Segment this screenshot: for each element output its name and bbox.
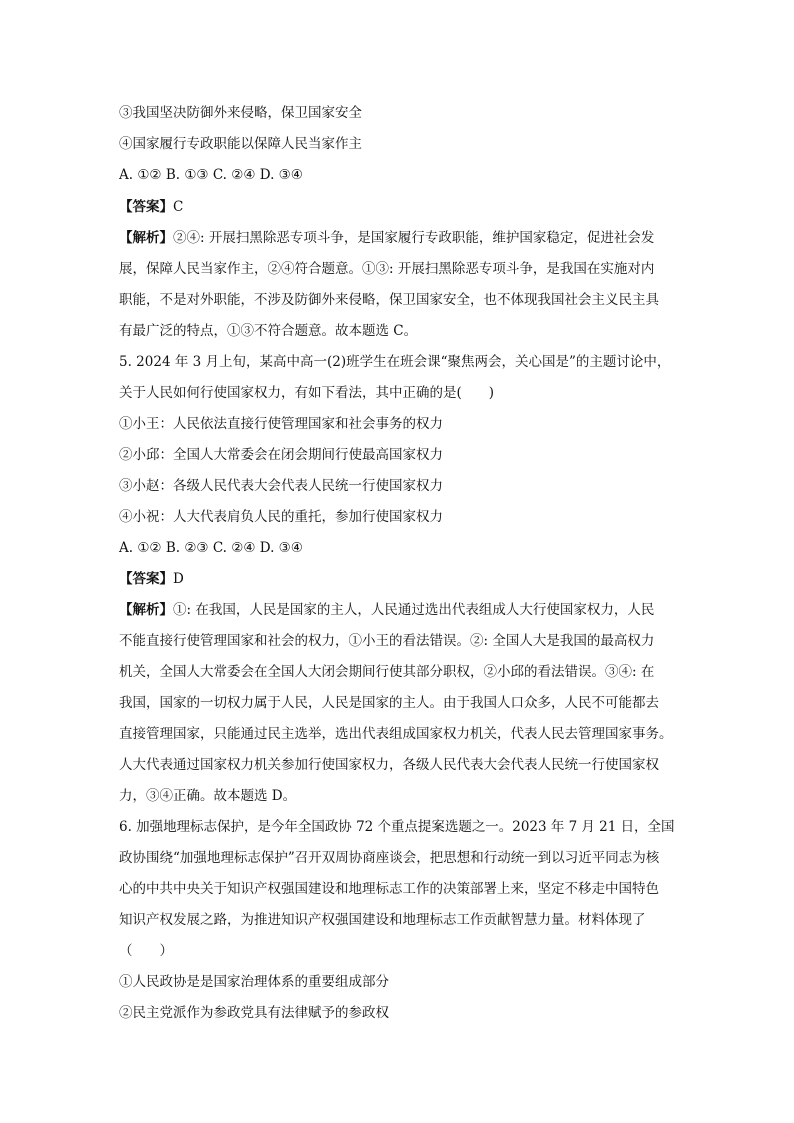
answer-label: 【答案】 — [119, 199, 173, 215]
analysis-text: ①: 在我国，人民是国家的主人，人民通过选出代表组成人大行使国家权力，人民 — [173, 602, 655, 618]
q6-stem-line: 心的中共中央关于知识产权强国建设和地理标志工作的决策部署上来，坚定不移走中国特色 — [119, 881, 659, 897]
q4-analysis-line: 展，保障人民当家作主，②④符合题意。①③: 开展扫黑除恶专项斗争，是我国在实施对内 — [119, 261, 655, 277]
q6-stem-line: 知识产权发展之路，为推进知识产权强国建设和地理标志工作贡献智慧力量。材料体现了 — [119, 912, 646, 928]
analysis-label: 【解析】 — [119, 230, 173, 246]
q5-option-2: ②小邱：全国人大常委会在闭会期间行使最高国家权力 — [119, 447, 443, 463]
q4-analysis-line: 职能，不是对外职能，不涉及防御外来侵略，保卫国家安全，也不体现我国社会主义民主具 — [119, 292, 659, 308]
answer-label: 【答案】 — [119, 571, 173, 587]
q4-analysis-line — [119, 228, 675, 248]
q5-analysis-line: 不能直接行使管理国家和社会的权力，①小王的看法错误。②: 全国人大是我国的最高权力 — [119, 633, 655, 649]
q5-analysis-line: 我国，国家的一切权力属于人民，人民是国家的主人。由于我国人口众多，人民不可能都去 — [119, 695, 659, 711]
q5-choices: A. ①② B. ②③ C. ②④ D. ③④ — [119, 540, 303, 556]
q6-stem-line: 政协围绕“加强地理标志保护”召开双周协商座谈会，把思想和行动统一到以习近平同志为核 — [119, 850, 660, 866]
q4-option-4: ④国家履行专政职能以保障人民当家作主 — [119, 136, 362, 152]
q5-analysis-line: 直接管理国家，只能通过民主选举，选出代表组成国家权力机关，代表人民去管理国家事务。 — [119, 726, 673, 742]
q5-option-1: ①小王：人民依法直接行使管理国家和社会事务的权力 — [119, 416, 443, 432]
answer-value: C — [173, 199, 184, 215]
q5-analysis-line: 力，③④正确。故本题选 D。 — [119, 788, 297, 804]
q4-choices: A. ①② B. ①③ C. ②④ D. ③④ — [119, 167, 303, 183]
answer-value: D — [173, 571, 184, 587]
q6-option-2: ②民主党派作为参政党具有法律赋予的参政权 — [119, 1005, 389, 1021]
q6-stem-line: 6. 加强地理标志保护，是今年全国政协 72 个重点提案选题之一。2023 年 7 月 21 日，全国 — [119, 819, 675, 835]
q5-stem-line: 关于人民如何行使国家权力，有如下看法，其中正确的是( ) — [119, 385, 495, 401]
q5-analysis-line — [119, 600, 675, 620]
q5-answer — [119, 569, 184, 589]
q5-analysis-line: 机关，全国人大常委会在全国人大闭会期间行使其部分职权，②小邱的看法错误。③④: 在 — [119, 664, 655, 680]
q6-option-1: ①人民政协是是国家治理体系的重要组成部分 — [119, 974, 389, 990]
q4-analysis-line: 有最广泛的特点，①③不符合题意。故本题选 C。 — [119, 323, 418, 339]
analysis-text: ②④: 开展扫黑除恶专项斗争，是国家履行专政职能，维护国家稳定，促进社会发 — [173, 230, 655, 246]
q5-option-3: ③小赵：各级人民代表大会代表人民统一行使国家权力 — [119, 478, 443, 494]
q6-stem-line: （ ） — [119, 943, 173, 959]
analysis-label: 【解析】 — [119, 602, 173, 618]
q5-option-4: ④小祝：人大代表肩负人民的重托，参加行使国家权力 — [119, 509, 443, 525]
q4-option-3: ③我国坚决防御外来侵略，保卫国家安全 — [119, 105, 362, 121]
q5-analysis-line: 人大代表通过国家权力机关参加行使国家权力，各级人民代表大会代表人民统一行使国家权 — [119, 757, 659, 773]
q4-answer — [119, 197, 183, 217]
q5-stem-line: 5. 2024 年 3 月上旬，某高中高一(2)班学生在班会课“聚焦两会，关心国是”的主题讨论中， — [119, 354, 671, 370]
